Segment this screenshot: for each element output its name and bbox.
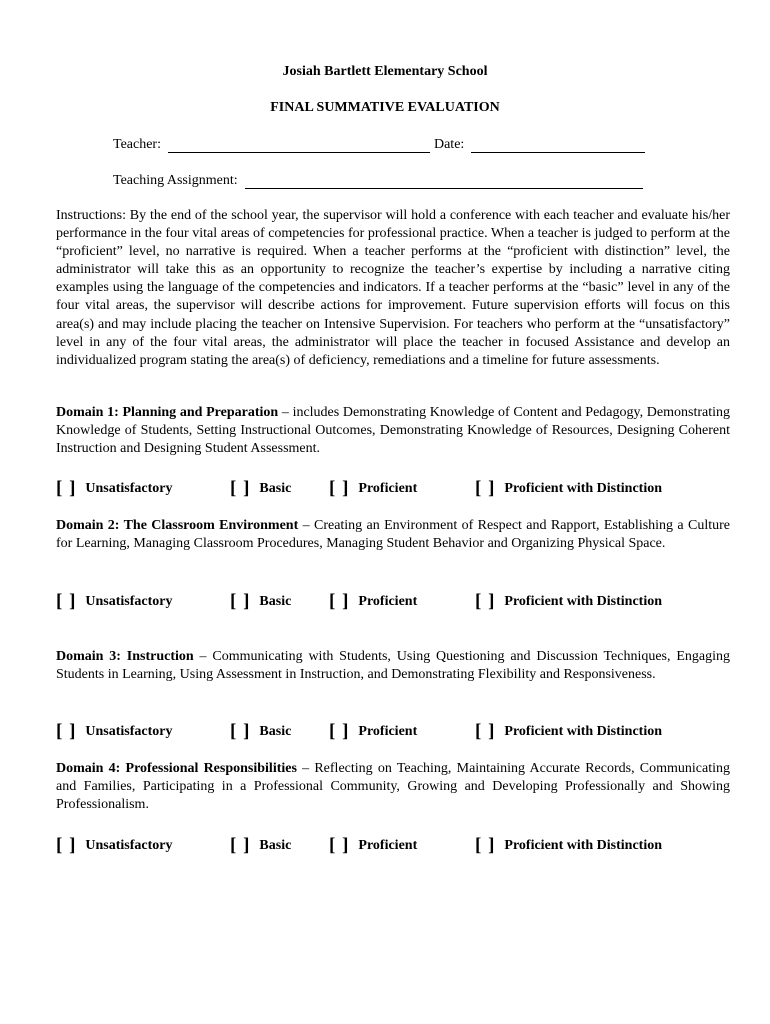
option-label: Basic (259, 481, 292, 496)
checkbox[interactable]: [ ] (230, 478, 251, 499)
instructions-paragraph: Instructions: By the end of the school year, the supervisor will hold a conference with each teacher and evaluate his/her performance in the four vital areas of competencies for professional practice. When a teacher is judged to perform at the “proficient” level, no narrative is required. When a teacher performs at the “proficient with distinction” level, the administrator will take this as an opportunity to recognize the teacher’s expertise by including a narrative citing examples using the language of the competencies and indicators. If a teacher performs at the “basic” level in any of the four vital areas, the supervisor will describe actions for improvement. Future supervision efforts will focus on this area(s) and may include placing the teacher on Intensive Supervision. For teachers who perform at the “unsatisfactory” level in any of the four vital areas, the administrator will place the teacher in focused Assistance and develop an individualized program stating the area(s) of deficiency, remediations and a timeline for future assessments. (56, 208, 730, 368)
school-name: Josiah Bartlett Elementary School (282, 64, 488, 79)
checkbox[interactable]: [ ] (230, 591, 251, 612)
checkbox[interactable]: [ ] (329, 835, 350, 856)
option-label: Unsatisfactory (85, 838, 173, 853)
domain-1-paragraph (56, 404, 730, 458)
checkbox[interactable]: [ ] (56, 835, 77, 856)
domain-1-option-proficient-with-distinction[interactable] (475, 478, 662, 500)
checkbox[interactable]: [ ] (329, 478, 350, 499)
domain-1-heading: Domain 1: Planning and Preparation (56, 405, 279, 420)
domain-2-option-proficient[interactable] (329, 591, 417, 613)
date-field[interactable] (471, 138, 645, 153)
option-label: Proficient (358, 724, 418, 739)
domain-4-ratings (56, 835, 736, 857)
checkbox[interactable]: [ ] (56, 478, 77, 499)
option-label: Unsatisfactory (85, 594, 173, 609)
domain-2-ratings (56, 591, 736, 613)
domain-3-heading: Domain 3: Instruction (56, 649, 194, 664)
date-label: Date: (433, 137, 465, 152)
checkbox[interactable]: [ ] (329, 591, 350, 612)
checkbox[interactable]: [ ] (329, 721, 350, 742)
domain-1-option-proficient[interactable] (329, 478, 417, 500)
domain-4-option-proficient-with-distinction[interactable] (475, 835, 662, 857)
teacher-field[interactable] (168, 138, 430, 153)
checkbox[interactable]: [ ] (56, 591, 77, 612)
option-label: Proficient with Distinction (504, 838, 663, 853)
domain-2-option-unsatisfactory[interactable] (56, 591, 173, 613)
domain-2-paragraph (56, 517, 730, 553)
teacher-label: Teacher: (113, 137, 161, 152)
domain-1-option-basic[interactable] (230, 478, 291, 500)
domain-4-option-unsatisfactory[interactable] (56, 835, 173, 857)
checkbox[interactable]: [ ] (475, 478, 496, 499)
teacher-date-row (113, 137, 645, 153)
option-label: Proficient (358, 594, 418, 609)
domain-1-ratings (56, 478, 736, 500)
domain-3-paragraph (56, 648, 730, 684)
domain-4-option-basic[interactable] (230, 835, 291, 857)
assignment-row (113, 173, 643, 189)
option-label: Unsatisfactory (85, 724, 173, 739)
domain-3-description: – Communicating with Students, Using Questioning and Discussion Techniques, Engaging Students in Learning, Using Assessment in Instruction, and Demonstrating Flexibility and Responsiveness. (56, 649, 730, 683)
domain-4-option-proficient[interactable] (329, 835, 417, 857)
checkbox[interactable]: [ ] (475, 835, 496, 856)
domain-4-description: – Reflecting on Teaching, Maintaining Accurate Records, Communicating and Families, Participating in a Professional Community, Growing and Developing Professionally and Showing Professionalism. (56, 761, 731, 813)
option-label: Unsatisfactory (85, 481, 173, 496)
form-title: FINAL SUMMATIVE EVALUATION (270, 100, 500, 115)
option-label: Basic (259, 724, 292, 739)
domain-3-ratings (56, 721, 736, 743)
checkbox[interactable]: [ ] (56, 721, 77, 742)
option-label: Proficient with Distinction (504, 481, 663, 496)
domain-1-option-unsatisfactory[interactable] (56, 478, 173, 500)
domain-3-option-basic[interactable] (230, 721, 291, 743)
domain-1-description: – includes Demonstrating Knowledge of Content and Pedagogy, Demonstrating Knowledge of Students, Setting Instructional Outcomes, Demonstrating Knowledge of Resources, Designing Coherent Instruction and Designing Student Assessment. (56, 405, 730, 457)
checkbox[interactable]: [ ] (230, 721, 251, 742)
domain-3-option-proficient-with-distinction[interactable] (475, 721, 662, 743)
teaching-assignment-field[interactable] (245, 174, 643, 189)
option-label: Proficient (358, 838, 418, 853)
domain-2-option-basic[interactable] (230, 591, 291, 613)
domain-4-heading: Domain 4: Professional Responsibilities (56, 761, 297, 776)
option-label: Basic (259, 838, 292, 853)
option-label: Proficient with Distinction (504, 724, 663, 739)
domain-2-heading: Domain 2: The Classroom Environment (56, 518, 299, 533)
domain-3-option-unsatisfactory[interactable] (56, 721, 173, 743)
option-label: Proficient with Distinction (504, 594, 663, 609)
checkbox[interactable]: [ ] (230, 835, 251, 856)
domain-2-description: – Creating an Environment of Respect and Rapport, Establishing a Culture for Learning, Managing Classroom Procedures, Managing Student Behavior and Organizing Physical Space. (56, 518, 730, 552)
checkbox[interactable]: [ ] (475, 591, 496, 612)
domain-3-option-proficient[interactable] (329, 721, 417, 743)
domain-4-paragraph (56, 760, 730, 814)
domain-2-option-proficient-with-distinction[interactable] (475, 591, 662, 613)
option-label: Proficient (358, 481, 418, 496)
option-label: Basic (259, 594, 292, 609)
checkbox[interactable]: [ ] (475, 721, 496, 742)
teaching-assignment-label: Teaching Assignment: (113, 173, 238, 188)
